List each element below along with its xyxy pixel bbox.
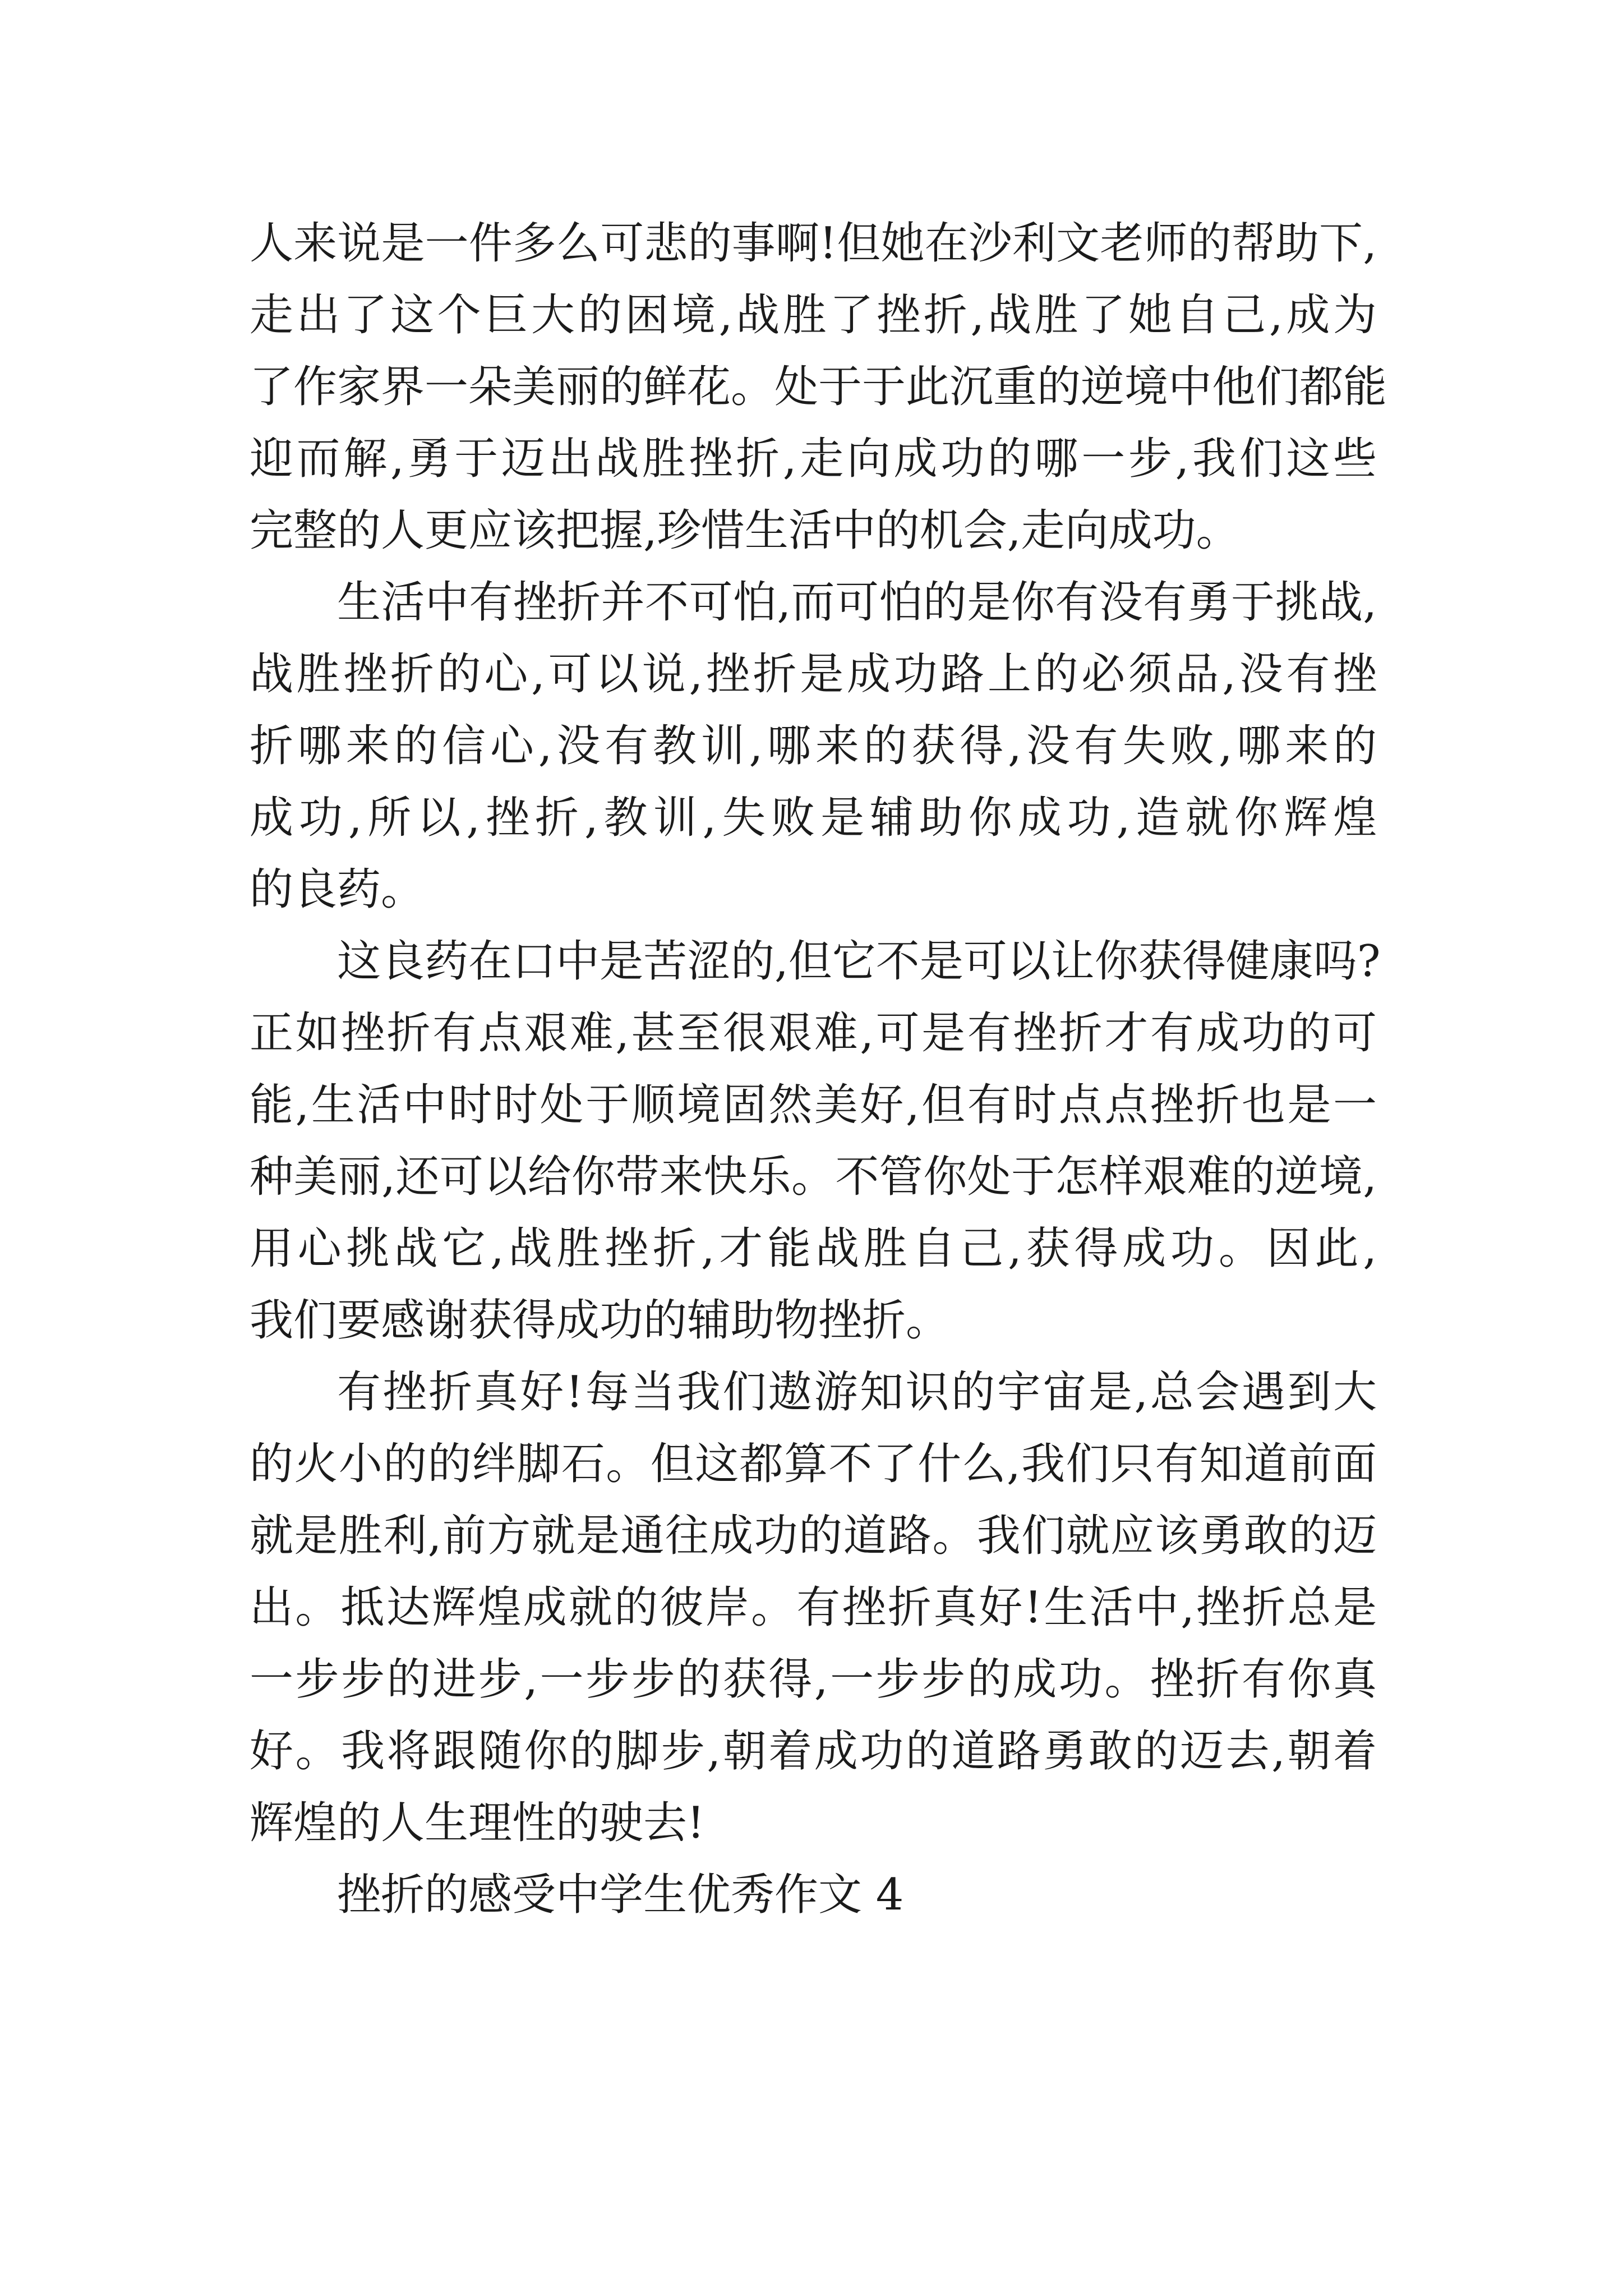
text-line: 好。我将跟随你的脚步,朝着成功的道路勇敢的迈去,朝着 bbox=[250, 1726, 1377, 1777]
paragraph-4 bbox=[250, 1356, 1377, 1859]
paragraph-2 bbox=[250, 567, 1377, 926]
text-line: 一步步的进步,一步步的获得,一步步的成功。挫折有你真 bbox=[250, 1654, 1377, 1705]
text-line: 辉煌的人生理性的驶去! bbox=[250, 1798, 705, 1848]
text-line: 人来说是一件多么可悲的事啊!但她在沙利文老师的帮助下, bbox=[250, 218, 1377, 269]
text-line: 我们要感谢获得成功的辅助物挫折。 bbox=[250, 1295, 950, 1346]
text-line: 有挫折真好!每当我们遨游知识的宇宙是,总会遇到大 bbox=[337, 1367, 1377, 1418]
text-line: 了作家界一朵美丽的鲜花。处于于此沉重的逆境中他们都能 bbox=[250, 362, 1387, 412]
text-line: 正如挫折有点艰难,甚至很艰难,可是有挫折才有成功的可 bbox=[250, 1008, 1377, 1059]
section-heading bbox=[250, 1859, 1377, 1931]
text-line: 能,生活中时时处于顺境固然美好,但有时点点挫折也是一 bbox=[250, 1080, 1377, 1130]
text-line: 的火小的的绊脚石。但这都算不了什么,我们只有知道前面 bbox=[250, 1439, 1377, 1489]
text-line: 用心挑战它,战胜挫折,才能战胜自己,获得成功。因此, bbox=[250, 1223, 1377, 1274]
text-line: 就是胜利,前方就是通往成功的道路。我们就应该勇敢的迈 bbox=[250, 1511, 1377, 1561]
text-line: 迎而解,勇于迈出战胜挫折,走向成功的哪一步,我们这些 bbox=[250, 434, 1377, 484]
text-line: 走出了这个巨大的困境,战胜了挫折,战胜了她自己,成为 bbox=[250, 290, 1377, 341]
heading-line: 挫折的感受中学生优秀作文 4 bbox=[337, 1870, 904, 1920]
document-body bbox=[250, 208, 1387, 1931]
paragraph-1 bbox=[250, 208, 1387, 567]
text-line: 完整的人更应该把握,珍惜生活中的机会,走向成功。 bbox=[250, 505, 1240, 556]
text-line: 成功,所以,挫折,教训,失败是辅助你成功,造就你辉煌 bbox=[250, 793, 1377, 843]
text-line: 种美丽,还可以给你带来快乐。不管你处于怎样艰难的逆境, bbox=[250, 1152, 1377, 1202]
text-line: 的良药。 bbox=[250, 864, 425, 915]
text-line: 生活中有挫折并不可怕,而可怕的是你有没有勇于挑战, bbox=[337, 577, 1377, 628]
paragraph-3 bbox=[250, 926, 1381, 1356]
text-line: 战胜挫折的心,可以说,挫折是成功路上的必须品,没有挫 bbox=[250, 649, 1377, 700]
text-line: 这良药在口中是苦涩的,但它不是可以让你获得健康吗? bbox=[337, 936, 1381, 987]
text-line: 出。抵达辉煌成就的彼岸。有挫折真好!生活中,挫折总是 bbox=[250, 1582, 1377, 1633]
text-line: 折哪来的信心,没有教训,哪来的获得,没有失败,哪来的 bbox=[250, 721, 1377, 771]
